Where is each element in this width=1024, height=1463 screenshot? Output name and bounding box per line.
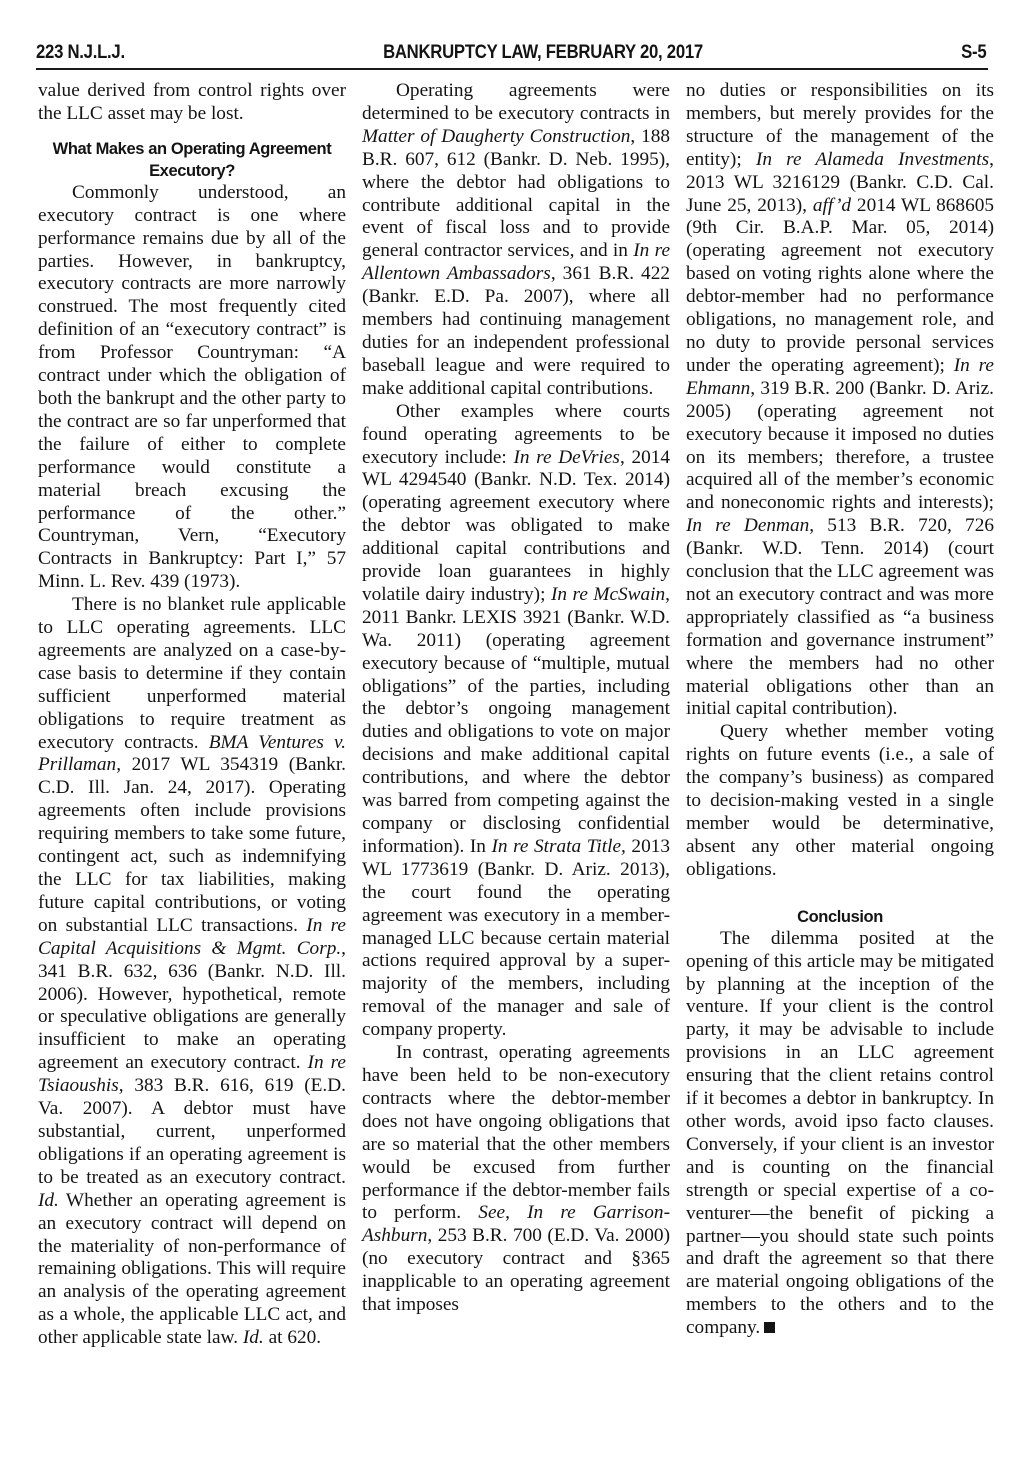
article-column-1 [38, 80, 346, 1350]
paragraph: Operating agreements were determined to be executory contracts in Matter of Daugherty Construction, 188 B.R. 607, 612 (Bankr. D. Neb. 1995), where the debtor had obligations to contribute additional capital in the event of fiscal loss and to provide general contractor services, and in In re Allentown Ambassadors, 361 B.R. 422 (Bankr. E.D. Pa. 2007), where all members had continuing management duties for an independent professional baseball league and were required to make additional capital contributions. [362, 80, 671, 399]
header-title: BANKRUPTCY LAW, FEBRUARY 20, 2017 [383, 42, 703, 63]
paragraph: no duties or responsibilities on its members, but merely provides for the structure of the management of the entity); In re Alameda Investments, 2013 WL 3216129 (Bankr. C.D. Cal. June 25, 2013), aff’d 2014 WL 868605 (9th Cir. B.A.P. Mar. 05, 2014) (operating agreement not executory based on voting rights alone where the debtor-member had no performance obligations, no management role, and no duty to provide personal services under the operating agreement); In re Ehmann, 319 B.R. 200 (Bankr. D. Ariz. 2005) (operating agreement not executory because it imposed no duties on its members; therefore, a trustee acquired all of the member’s economic and noneconomic rights and interests); In re Denman, 513 B.R. 720, 726 (Bankr. W.D. Tenn. 2014) (court conclusion that the LLC agreement was not an executory contract and was more appropriately classified as “a business formation and governance instrument” where the members had no other material obligations other than an initial capital contribution). [686, 80, 994, 720]
section-heading: Conclusion [797, 907, 883, 926]
paragraph: Commonly understood, an executory contract is one where performance remains due by all of the parties. However, in bankruptcy, executory contracts are more narrowly construed. The most frequently cited definition of an “executory contract” is from Professor Countryman: “A contract under which the obligation of both the bankrupt and the other party to the contract are so far unperformed that the failure of either to complete performance would constitute a material breach excusing the performance of the other.” Countryman, Vern, “Executory Contracts in Bankruptcy: Part I,” 57 Minn. L. Rev. 439 (1973). [38, 181, 346, 593]
article-column-3 [686, 80, 994, 1340]
article-column-2 [362, 80, 670, 1317]
paragraph: value derived from control rights over the LLC asset may be lost. [38, 80, 346, 124]
header-citation: 223 N.J.L.J. [36, 42, 125, 63]
paragraph: There is no blanket rule applicable to LLC operating agreements. LLC agreements are analyzed on a case-by-case basis to determine if they contain sufficient unperformed material obligations to require treatment as executory contracts. BMA Ventures v. Prillaman, 2017 WL 354319 (Bankr. C.D. Ill. Jan. 24, 2017). Operating agreements often include provisions requiring members to take some future, contingent act, such as indemnifying the LLC for tax liabilities, making future capital contributions, or voting on substantial LLC transactions. In re Capital Acquisitions & Mgmt. Corp., 341 B.R. 632, 636 (Bankr. N.D. Ill. 2006). However, hypothetical, remote or speculative obligations are generally insufficient to make an operating agreement an executory contract. In re Tsiaoushis, 383 B.R. 616, 619 (E.D. Va. 2007). A debtor must have substantial, current, unperformed obligations if an operating agreement is to be treated as an executory contract. Id. Whether an operating agreement is an executory contract will depend on the materiality of non-performance of remaining obligations. This will require an analysis of the operating agreement as a whole, the applicable LLC act, and other applicable state law. Id. at 620. [38, 594, 346, 1349]
paragraph: Other examples where courts found operating agreements to be executory include: In re DeVries, 2014 WL 4294540 (Bankr. N.D. Tex. 2014) (operating agreement executory where the debtor was obligated to make additional capital contributions and provide loan guarantees in highly volatile dairy industry); In re McSwain, 2011 Bankr. LEXIS 3921 (Bankr. W.D. Wa. 2011) (operating agreement executory because of “multiple, mutual obligations” of the parties, including the debtor’s ongoing management duties and obligations to vote on major decisions and make additional capital contributions, and where the debtor was barred from competing against the company or disclosing confidential information). In In re Strata Title, 2013 WL 1773619 (Bankr. D. Ariz. 2013), the court found the operating agreement was executory in a member-managed LLC because certain material actions required approval by a super-majority of the members, including removal of the manager and sale of company property. [362, 400, 670, 1041]
paragraph: Query whether member voting rights on future events (i.e., a sale of the company’s business) as compared to decision-making vested in a single member would be determinative, absent any other material ongoing obligations. [686, 721, 994, 880]
end-of-article-mark [764, 1322, 775, 1333]
paragraph: The dilemma posited at the opening of this article may be mitigated by planning at the inception of the venture. If your client is the control party, it may be advisable to include provisions in an LLC agreement ensuring that the client retains control if it becomes a debtor in bankruptcy. In other words, avoid ipso facto clauses. Conversely, if your client is an investor and is counting on the financial strength or special expertise of a co-venturer—the benefit of picking a partner—you should state such points and draft the agreement so that there are material ongoing obligations of the members to the others and to the company. [686, 927, 994, 1339]
header-rule [36, 68, 988, 70]
paragraph: In contrast, operating agreements have been held to be non-executory contracts where the debtor-member does not have ongoing obligations that are so material that the other members would be excused from further performance if the debtor-member fails to perform. See, In re Garrison-Ashburn, 253 B.R. 700 (E.D. Va. 2000) (no executory contract and §365 inapplicable to an operating agreement that imposes [362, 1042, 670, 1316]
section-heading: What Makes an Operating Agreement Executory? [52, 139, 332, 180]
header-page-number: S-5 [961, 42, 987, 63]
page-header [36, 38, 986, 64]
